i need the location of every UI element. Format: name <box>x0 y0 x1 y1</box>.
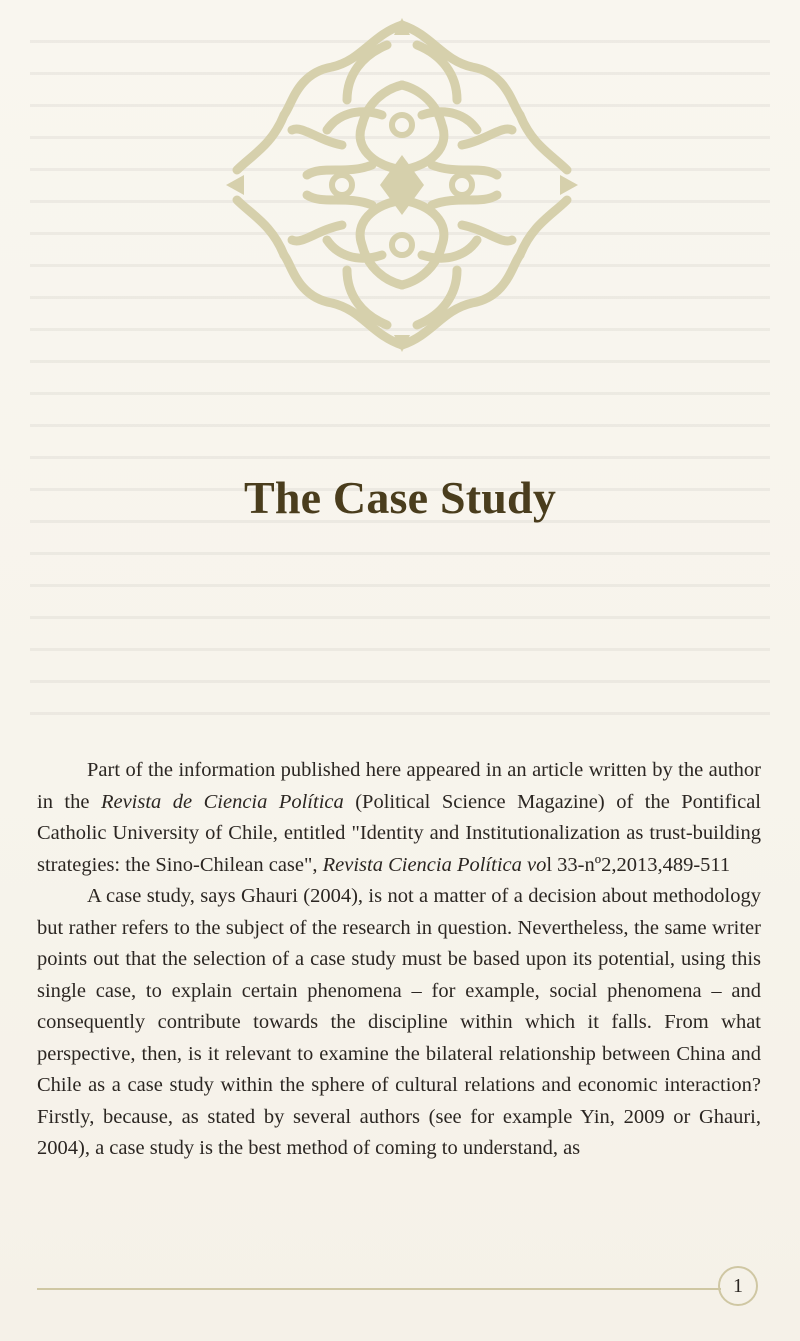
footer-rule <box>37 1288 721 1290</box>
ornament-stroke <box>402 200 444 285</box>
ornament-stroke <box>422 240 477 258</box>
ornament-stroke <box>360 200 402 285</box>
ornament-stroke <box>462 129 512 145</box>
ornament-stroke <box>422 112 477 130</box>
ornament-stroke <box>462 225 512 241</box>
ornament-stroke <box>520 200 567 255</box>
chapter-title: The Case Study <box>243 471 557 523</box>
ornament-stroke <box>327 240 382 258</box>
ornament-stroke <box>392 115 412 135</box>
page-number: 1 <box>718 1266 758 1306</box>
ornament-stroke <box>327 112 382 130</box>
text-run: Part of the information published here appeared in an article written by the author in the <box>37 759 761 813</box>
ornament-stroke <box>237 115 284 170</box>
ornament-stroke <box>392 235 412 255</box>
ornament-stroke <box>560 175 578 195</box>
ornament-stroke <box>237 200 284 255</box>
ornament-stroke <box>292 225 342 241</box>
paragraph <box>37 881 761 1165</box>
arabesque-ornament-icon <box>226 18 578 353</box>
paragraph <box>37 755 761 881</box>
body-text <box>37 755 761 1165</box>
ornament-stroke <box>226 175 244 195</box>
ornament-stroke <box>402 85 444 170</box>
ornament-stroke <box>452 175 472 195</box>
text-run: l 33-nº2,2013,489-511 <box>546 853 731 876</box>
italic-text: Revista de Ciencia Política <box>100 790 344 813</box>
italic-text: Revista Ciencia Política vo <box>322 853 547 876</box>
text-run: A case study, says Ghauri (2004), is not a matter of a decision about methodology but rather refers to the subject of the research in question. Nevertheless, the same writer points out that the selection of a case study must be based upon its potential, using this single case, to explain certain phenomena – for example, social phenomena – and consequently contribute towards the discipline within which it falls. From what perspective, then, is it relevant to examine the bilateral relationship between China and Chile as a case study within the sphere of cultural relations and economic interaction? Firstly, because, as stated by several authors (see for example Yin, 2009 or Ghauri, 2004), a case study is the best method of coming to understand, as <box>37 885 761 1159</box>
ornament-stroke <box>292 129 342 145</box>
ornament-stroke <box>520 115 567 170</box>
ornament-stroke <box>332 175 352 195</box>
ornament-stroke <box>360 85 402 170</box>
text-run: (Political Science Magazine) of the Pontifical Catholic University of Chile, entitled "Identity and Institutionalization as trust-building strategies: the Sino-Chilean case", <box>37 790 761 876</box>
